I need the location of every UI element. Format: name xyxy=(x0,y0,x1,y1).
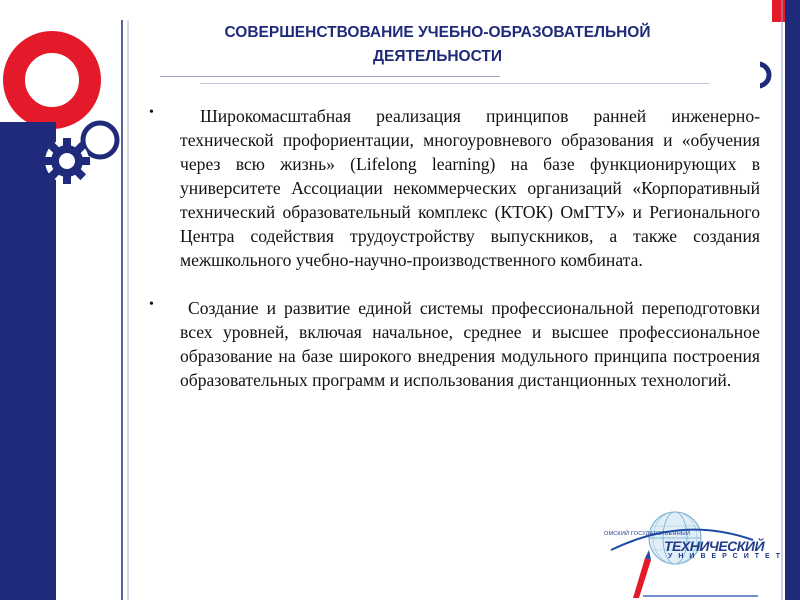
left-decorative-border xyxy=(0,0,140,600)
title-underline xyxy=(160,76,500,77)
gear-icon xyxy=(44,138,90,184)
logo-top-text: ОМСКИЙ ГОСУДАРСТВЕННЫЙ xyxy=(604,531,691,537)
list-item xyxy=(145,104,760,272)
slide-content xyxy=(145,104,760,392)
right-navy-band-shape xyxy=(785,0,800,600)
bullet-text: Широкомасштабная реализация принципов ранней инженерно-технической профориентации, многоуровневого образования и «обучения через всю жизнь» (Lifelong learning) на базе функционирующих в университете Ассоциации некоммерческих организаций «Корпоративный технический образовательный комплекс (КТОК) ОмГТУ» и Регионального Центра содействия трудоустройству выпускников, а также создания межшкольного учебно-научно-производственного комбината. xyxy=(180,106,760,270)
bullet-marker: • xyxy=(149,105,154,120)
right-decorative-border xyxy=(760,0,800,600)
bullet-marker: • xyxy=(149,297,154,312)
title-line-1: СОВЕРШЕНСТВОВАНИЕ УЧЕБНО-ОБРАЗОВАТЕЛЬНОЙ xyxy=(224,24,651,41)
title-underline-2 xyxy=(200,83,710,84)
bullet-text: Создание и развитие единой системы профессиональной переподготовки всех уровней, включая начальное, среднее и высшее профессиональное образование на базе широкого внедрения модульного принципа построения образовательных программ и использования дистанционных технологий. xyxy=(180,298,760,390)
title-line-2: ДЕЯТЕЛЬНОСТИ xyxy=(372,48,502,65)
right-ring-shape xyxy=(760,64,769,86)
list-item xyxy=(145,296,760,392)
rocket-icon xyxy=(633,550,651,598)
navy-band-shape xyxy=(0,122,56,600)
slide-title xyxy=(150,21,725,69)
logo-main-text: ТЕХНИЧЕСКИЙ xyxy=(664,538,765,554)
logo-bottom-text: УНИВЕРСИТЕТ xyxy=(668,553,786,560)
